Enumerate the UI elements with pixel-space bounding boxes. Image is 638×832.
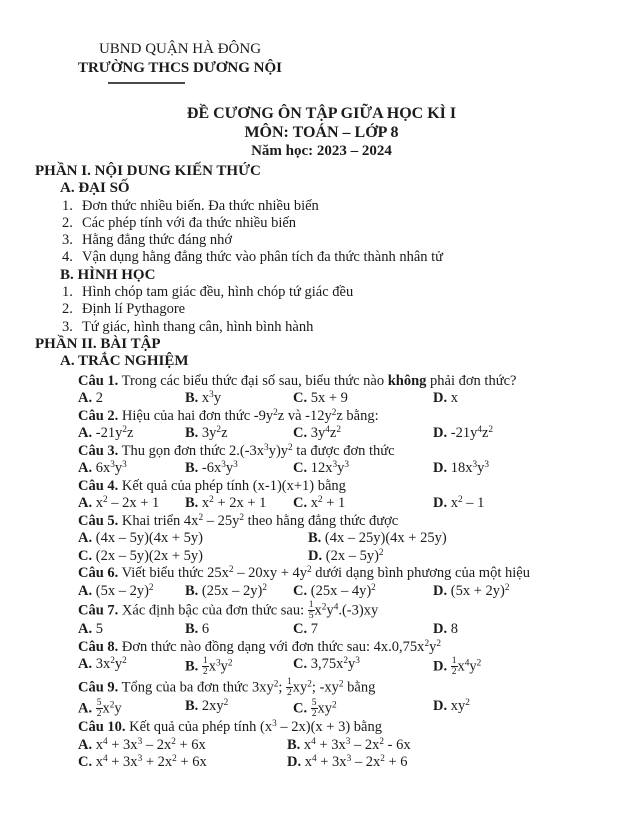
option-letter: D. — [433, 698, 448, 715]
question-text: Câu 1. Trong các biểu thức đại số sau, biểu thức nào không phải đơn thức? — [78, 372, 517, 389]
option-letter: C. — [293, 700, 308, 717]
item-text: Đơn thức nhiều biến. Đa thức nhiều biến — [82, 197, 319, 214]
agency-name: UBND QUẬN HÀ ĐÔNG — [98, 41, 262, 57]
option-D: D. $18x^3y^3$ — [433, 459, 490, 477]
document-title — [35, 104, 608, 160]
option-letter: A. — [78, 495, 93, 512]
answer-options — [78, 530, 608, 565]
content-outline — [35, 163, 608, 371]
option-A: A. $3x^2y^2$ — [78, 655, 127, 673]
question-3 — [78, 443, 608, 478]
question-text: Câu 3. Thu gọn đơn thức $2.(-3x^3y)y^2$ ta được đơn thức — [78, 442, 395, 459]
title-subject: MÔN: TOÁN – LỚP 8 — [244, 124, 399, 141]
option-letter: D. — [433, 460, 448, 477]
header-underline — [108, 82, 185, 84]
option-letter: B. — [308, 530, 322, 547]
option-B: B. $x^3y$ — [185, 389, 222, 407]
outline-item — [62, 301, 608, 318]
outline-item — [62, 215, 608, 232]
option-letter: A. — [78, 700, 93, 717]
option-letter: D. — [308, 547, 323, 564]
fraction: $\frac{5}{2}$ — [311, 697, 317, 720]
questions — [78, 373, 608, 772]
outline-item — [62, 249, 608, 266]
option-D: D. $\frac{1}{2}$ $x^4y^2$ — [433, 655, 482, 678]
section-heading-1: A. ĐẠI SỐ — [60, 180, 130, 197]
fraction: $\frac{5}{2}$ — [96, 697, 102, 720]
question-label: Câu 10. — [78, 719, 126, 736]
question-7 — [78, 600, 608, 639]
part2-heading: PHẦN II. BÀI TẬP — [35, 335, 161, 352]
question-text: Câu 6. Viết biểu thức $25x^2 - 20xy + 4y^2$ dưới dạng bình phương của một hiệu — [78, 564, 530, 582]
question-label: Câu 5. — [78, 512, 119, 529]
option-D: D. (2x – 5y)$^2$ — [308, 547, 384, 564]
option-D: D. $x^4 + 3x^3 - 2x^2 + 6$ — [287, 753, 408, 771]
fraction: $\frac{1}{2}$ — [451, 655, 457, 678]
option-letter: A. — [78, 460, 93, 477]
question-label: Câu 4. — [78, 477, 119, 494]
option-A: A. 5 — [78, 621, 103, 638]
part2-subheading: A. TRẮC NGHIỆM — [60, 353, 189, 370]
answer-options — [78, 737, 608, 772]
title-school-year: Năm học: 2023 – 2024 — [251, 143, 392, 159]
question-text: Câu 9. Tổng của ba đơn thức $3xy^2$; $\frac{1}{2}$ $xy^2$; $-xy^2$ bằng — [78, 676, 376, 699]
school-name: TRƯỜNG THCS DƯƠNG NỘI — [77, 60, 283, 76]
option-A: A. $\frac{5}{2}$ $x^2y$ — [78, 697, 122, 720]
item-text: Các phép tính với đa thức nhiều biến — [82, 214, 297, 231]
question-label: Câu 3. — [78, 442, 119, 459]
question-2 — [78, 408, 608, 443]
option-letter: A. — [78, 736, 93, 753]
option-letter: C. — [78, 754, 93, 771]
item-number: 3. — [62, 318, 73, 335]
option-A: A. (5x – 2y)$^2$ — [78, 582, 154, 599]
answer-options — [78, 583, 608, 601]
option-D: D. 8 — [433, 621, 458, 638]
item-number: 3. — [62, 232, 73, 249]
question-10 — [78, 719, 608, 772]
question-label: Câu 1. — [78, 372, 119, 389]
question-text: Câu 5. Khai triển $4x^2 - 25y^2$ theo hằng đẳng thức được — [78, 512, 399, 529]
option-B: B. $3y^2z$ — [185, 424, 228, 442]
option-letter: C. — [293, 425, 308, 442]
question-8 — [78, 639, 608, 678]
question-text: Câu 8. Đơn thức nào đồng dạng với đơn thức sau: $4x.0,75x^2y^2$ — [78, 638, 441, 655]
question-1 — [78, 373, 608, 408]
option-B: B. 6 — [185, 621, 210, 638]
option-C: C. $x^2 + 1$ — [293, 494, 346, 512]
item-number: 2. — [62, 301, 73, 318]
answer-options — [78, 621, 608, 639]
option-letter: A. — [78, 390, 93, 407]
part1-sections — [35, 180, 608, 336]
option-letter: B. — [185, 582, 199, 599]
option-letter: A. — [78, 656, 93, 673]
option-letter: B. — [185, 658, 199, 675]
option-letter: D. — [287, 754, 302, 771]
option-letter: C. — [293, 621, 308, 638]
option-letter: A. — [78, 425, 93, 442]
item-number: 4. — [62, 249, 73, 266]
option-D: D. $xy^2$ — [433, 697, 470, 715]
option-letter: D. — [433, 390, 448, 407]
option-letter: C. — [293, 582, 308, 599]
option-letter: B. — [287, 736, 301, 753]
item-number: 2. — [62, 214, 73, 231]
option-letter: D. — [433, 658, 448, 675]
option-letter: A. — [78, 530, 93, 547]
item-number: 1. — [62, 284, 73, 301]
title-main: ĐỀ CƯƠNG ÔN TẬP GIỮA HỌC KÌ I — [186, 105, 457, 122]
question-label: Câu 7. — [78, 602, 119, 619]
option-A: A. $-21y^2z$ — [78, 424, 134, 442]
option-C: C. (2x – 5y)(2x + 5y) — [78, 547, 203, 564]
outline-item — [62, 284, 608, 301]
fraction: $\frac{1}{2}$ — [202, 655, 208, 678]
option-letter: B. — [185, 621, 199, 638]
option-letter: B. — [185, 698, 199, 715]
option-letter: D. — [433, 425, 448, 442]
question-label: Câu 6. — [78, 565, 119, 582]
question-6 — [78, 565, 608, 600]
outline-item — [62, 198, 608, 215]
answer-options — [78, 495, 608, 513]
option-letter: C. — [293, 460, 308, 477]
option-B: B. (25x – 2y)$^2$ — [185, 582, 267, 599]
option-letter: D. — [433, 582, 448, 599]
option-letter: C. — [293, 495, 308, 512]
option-C: C. $3,75x^2y^3$ — [293, 655, 360, 673]
option-letter: B. — [185, 425, 199, 442]
question-9 — [78, 677, 608, 719]
option-letter: A. — [78, 621, 93, 638]
option-C: C. $x^4 + 3x^3 + 2x^2 + 6x$ — [78, 753, 207, 771]
fraction: $\frac{1}{5}$ — [308, 599, 314, 622]
option-C: C. (25x – 4y)$^2$ — [293, 582, 376, 599]
outline-item — [62, 319, 608, 336]
answer-options — [78, 390, 608, 408]
item-text: Tứ giác, hình thang cân, hình bình hành — [82, 318, 314, 335]
item-text: Vận dụng hằng đẳng thức vào phân tích đa thức thành nhân tử — [82, 249, 444, 266]
outline-item — [62, 232, 608, 249]
option-B: B. $x^2 + 2x + 1$ — [185, 494, 267, 512]
option-letter: A. — [78, 582, 93, 599]
part1-heading: PHẦN I. NỘI DUNG KIẾN THỨC — [35, 163, 261, 179]
question-label: Câu 2. — [78, 407, 119, 424]
option-D: D. x — [433, 390, 458, 407]
option-A: A. $x^4 + 3x^3 - 2x^2 + 6x$ — [78, 736, 206, 753]
question-4 — [78, 478, 608, 513]
question-label: Câu 8. — [78, 638, 119, 655]
question-label: Câu 9. — [78, 679, 119, 696]
item-text: Hằng đẳng thức đáng nhớ — [82, 232, 233, 249]
question-text: Câu 7. Xác định bậc của đơn thức sau: $\frac{1}{5}$ $x^2y^4.(-3)xy$ — [78, 599, 379, 622]
option-C: C. $\frac{5}{2}$ $xy^2$ — [293, 697, 337, 720]
option-letter: C. — [293, 656, 308, 673]
option-letter: C. — [78, 547, 93, 564]
option-letter: D. — [433, 621, 448, 638]
answer-options — [78, 425, 608, 443]
option-letter: C. — [293, 390, 308, 407]
item-text: Hình chóp tam giác đều, hình chóp tứ giác đều — [82, 284, 354, 301]
option-B: B. $x^4 + 3x^3 - 2x^2 - 6x$ — [287, 736, 411, 753]
option-letter: B. — [185, 390, 199, 407]
option-D: D. $(5x + 2y)^2$ — [433, 582, 510, 599]
option-A: A. 2 — [78, 390, 103, 407]
answer-options — [78, 460, 608, 478]
item-number: 1. — [62, 197, 73, 214]
question-text: Câu 10. Kết quả của phép tính $(x^3 - 2x)(x + 3)$ bằng — [78, 718, 382, 736]
option-A: A. $x^2 - 2x + 1$ — [78, 494, 160, 512]
option-letter: D. — [433, 495, 448, 512]
option-B: B. $-6x^3y^3$ — [185, 459, 238, 477]
option-B: B. $2xy^2$ — [185, 697, 229, 715]
option-letter: B. — [185, 460, 199, 477]
item-text: Định lí Pythagore — [82, 301, 186, 318]
answer-options — [78, 656, 608, 677]
option-A: A. (4x – 5y)(4x + 5y) — [78, 530, 203, 547]
option-B: B. $\frac{1}{2}$ $x^3y^2$ — [185, 655, 233, 678]
fraction: $\frac{1}{2}$ — [287, 676, 292, 699]
option-B: B. (4x – 25y)(4x + 25y) — [308, 530, 447, 547]
section-heading-2: B. HÌNH HỌC — [60, 266, 156, 283]
option-A: A. $6x^3y^3$ — [78, 459, 127, 477]
option-letter: B. — [185, 495, 199, 512]
option-C: C. 5x + 9 — [293, 390, 348, 407]
answer-options — [78, 698, 608, 719]
question-text: Câu 2. Hiệu của hai đơn thức $-9y^2z$ và $-12y^2z$ bằng: — [78, 407, 379, 424]
question-text: Câu 4. Kết quả của phép tính (x-1)(x+1) bằng — [78, 477, 346, 494]
option-C: C. $3y^4z^2$ — [293, 424, 341, 442]
option-D: D. $-21y^4z^2$ — [433, 424, 494, 442]
school-header — [40, 40, 320, 84]
option-C: C. $12x^3y^3$ — [293, 459, 350, 477]
option-C: C. 7 — [293, 621, 318, 638]
option-D: D. $x^2 - 1$ — [433, 494, 485, 512]
question-5 — [78, 513, 608, 566]
